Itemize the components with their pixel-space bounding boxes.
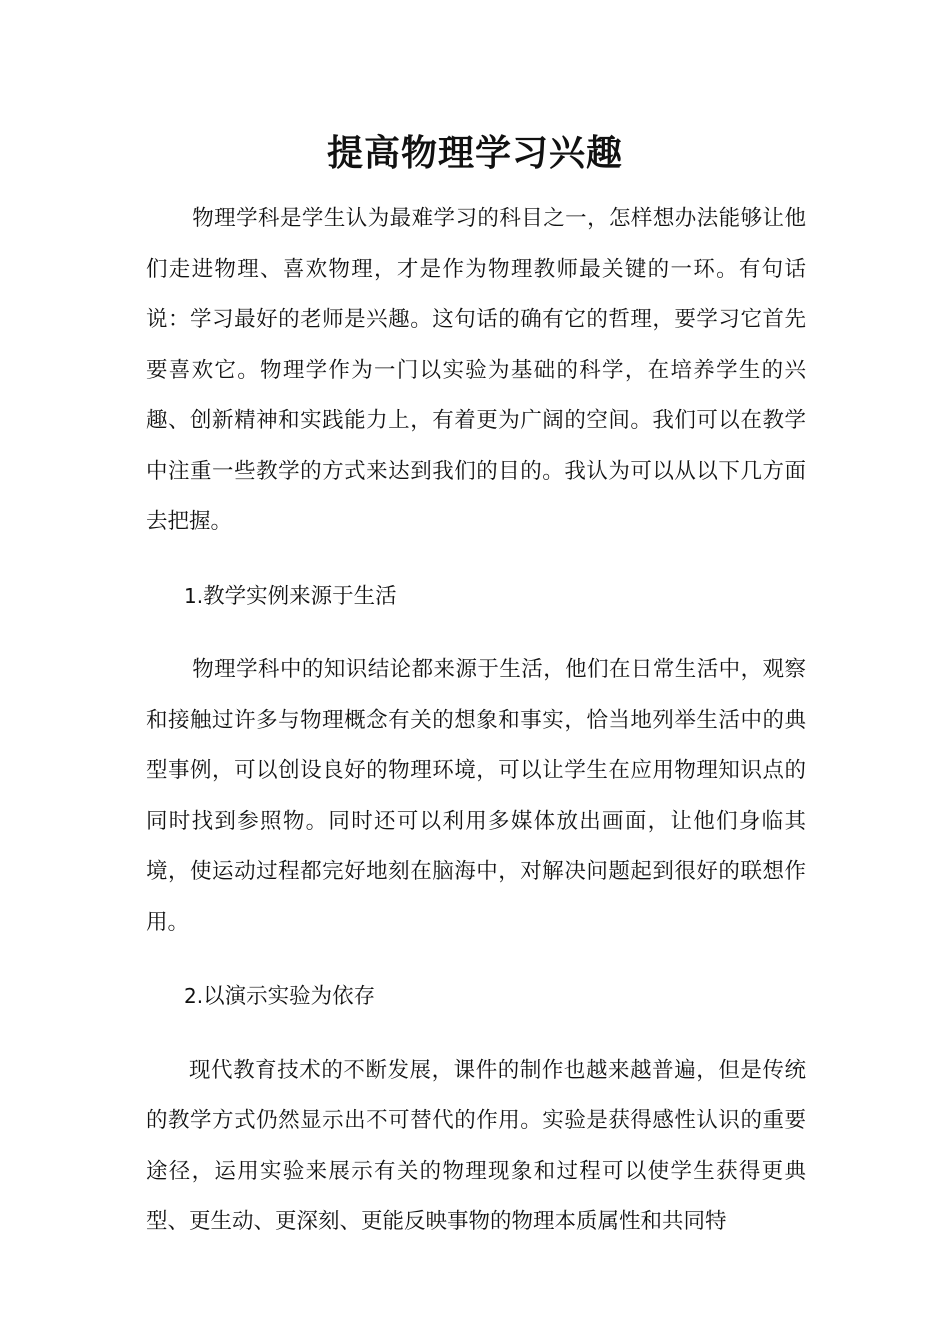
section-heading-2 (146, 971, 806, 1023)
document-title: 提高物理学习兴趣 (326, 132, 623, 174)
spacer (146, 622, 806, 645)
section-title: 以演示实验为依存 (203, 984, 376, 1009)
spacer (146, 948, 806, 971)
section-number: 1. (184, 583, 204, 608)
spacer (146, 548, 806, 571)
spacer (146, 1023, 806, 1046)
section-heading-1 (146, 571, 806, 623)
section-number: 2. (184, 984, 204, 1008)
paragraph-intro: 物理学科是学生认为最难学习的科目之一，怎样想办法能够让他们走进物理、喜欢物理，才是作为物理教师最关键的一环。有句话说：学习最好的老师是兴趣。这句话的确有它的哲理，要学习它首先要喜欢它。物理学作为一门以实验为基础的科学，在培养学生的兴趣、创新精神和实践能力上，有着更为广阔的空间。我们可以在教学中注重一些教学的方式来达到我们的目的。我认为可以从以下几方面去把握。 (146, 206, 806, 534)
section-title: 教学实例来源于生活 (203, 583, 397, 609)
document-body (146, 194, 806, 1248)
paragraph-section-2: 现代教育技术的不断发展，课件的制作也越来越普遍，但是传统的教学方式仍然显示出不可替代的作用。实验是获得感性认识的重要途径，运用实验来展示有关的物理现象和过程可以使学生获得更典型、更生动、更深刻、更能反映事物的物理本质属性和共同特 (146, 1057, 806, 1234)
paragraph-section-1: 物理学科中的知识结论都来源于生活，他们在日常生活中，观察和接触过许多与物理概念有关的想象和事实，恰当地列举生活中的典型事例，可以创设良好的物理环境，可以让学生在应用物理知识点的同时找到参照物。同时还可以利用多媒体放出画面，让他们身临其境，使运动过程都完好地刻在脑海中，对解决问题起到很好的联想作用。 (146, 657, 806, 935)
